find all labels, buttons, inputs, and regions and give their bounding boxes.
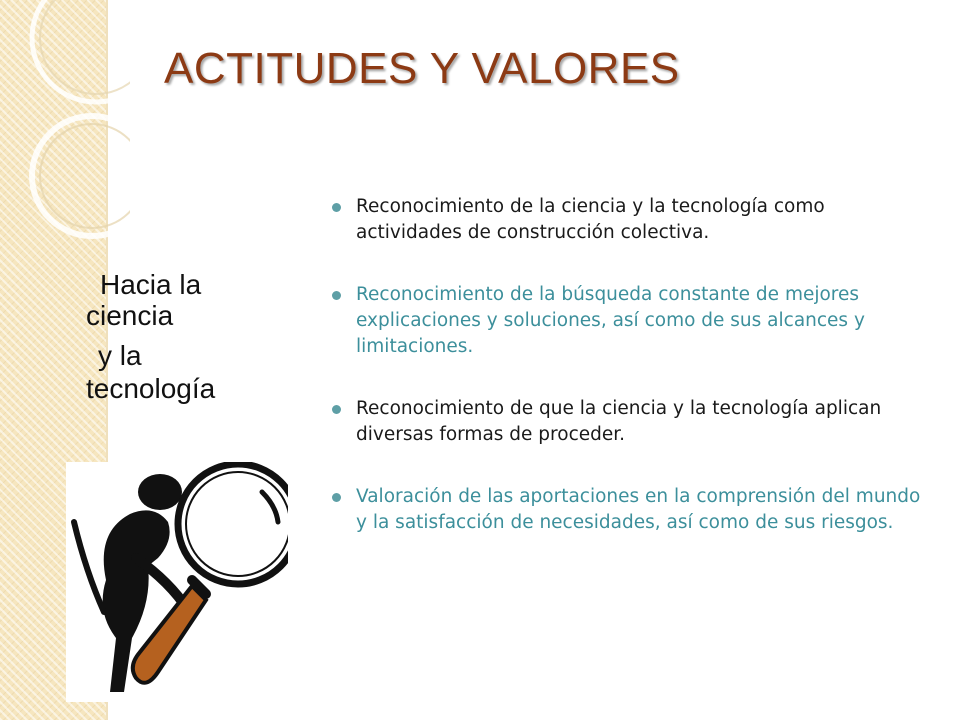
bullet-text: Reconocimiento de que la ciencia y la tecnología aplican diversas formas de proceder. bbox=[356, 398, 882, 445]
person-with-magnifying-glass-icon bbox=[66, 462, 288, 702]
bullet-text: Reconocimiento de la búsqueda constante de mejores explicaciones y soluciones, así como de sus alcances y limitaciones. bbox=[356, 284, 865, 357]
side-label-line-1: Hacia la bbox=[100, 269, 202, 300]
list-item bbox=[330, 194, 930, 246]
list-item bbox=[330, 396, 930, 448]
list-item bbox=[330, 484, 930, 536]
bullet-dot-icon bbox=[332, 203, 341, 212]
list-item bbox=[330, 282, 930, 360]
bullet-dot-icon bbox=[332, 405, 341, 414]
side-label bbox=[86, 270, 286, 404]
magnifying-glass-illustration bbox=[66, 462, 288, 702]
bullet-text: Reconocimiento de la ciencia y la tecnología como actividades de construcción colectiva. bbox=[356, 196, 825, 243]
bullet-dot-icon bbox=[332, 493, 341, 502]
side-label-line-3: y la bbox=[98, 339, 142, 371]
slide-title: ACTITUDES Y VALORES bbox=[164, 44, 680, 93]
bullet-text: Valoración de las aportaciones en la comprensión del mundo y la satisfacción de necesidades, así como de sus riesgos. bbox=[356, 486, 921, 533]
bullet-dot-icon bbox=[332, 291, 341, 300]
side-label-line-2: ciencia bbox=[86, 300, 174, 332]
bullet-list bbox=[330, 194, 930, 572]
side-label-line-4: tecnología bbox=[86, 373, 216, 405]
decorative-circles bbox=[0, 0, 130, 260]
